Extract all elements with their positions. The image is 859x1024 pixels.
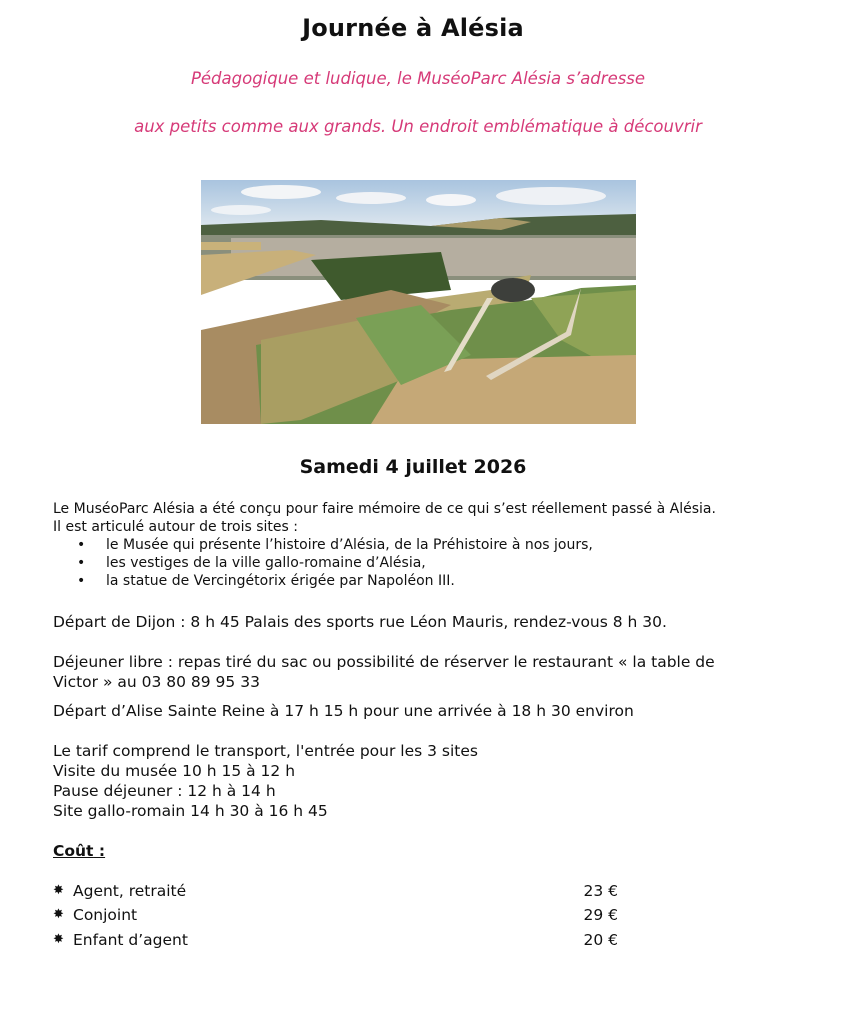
list-item-text: le Musée qui présente l’histoire d’Alésia, de la Préhistoire à nos jours, <box>106 537 593 553</box>
lunch-line-1: Déjeuner libre : repas tiré du sac ou possibilité de réserver le restaurant « la table de <box>53 653 715 671</box>
price-row <box>53 881 618 901</box>
list-item <box>53 536 833 554</box>
aerial-landscape-image <box>201 180 636 424</box>
list-item <box>53 572 833 590</box>
departure-info: Départ de Dijon : 8 h 45 Palais des sports rue Léon Mauris, rendez-vous 8 h 30. <box>53 613 667 631</box>
cost-heading <box>53 842 105 860</box>
star-bullet-icon: ✸ <box>53 907 64 922</box>
star-bullet-icon: ✸ <box>53 932 64 947</box>
cost-heading-colon: : <box>93 842 106 860</box>
intro-line-1: Le MuséoParc Alésia a été conçu pour faire mémoire de ce qui s’est réellement passé à Alésia. <box>53 501 716 517</box>
list-item <box>53 554 833 572</box>
event-date: Samedi 4 juillet 2026 <box>299 456 527 478</box>
intro-section <box>53 500 833 590</box>
price-label: Enfant d’agent <box>73 931 188 949</box>
bullet-icon: • <box>77 555 86 571</box>
star-bullet-icon: ✸ <box>53 883 64 898</box>
price-row <box>53 930 618 950</box>
price-amount: 23 € <box>583 882 618 900</box>
programme-section <box>53 741 833 821</box>
return-info: Départ d’Alise Sainte Reine à 17 h 15 h pour une arrivée à 18 h 30 environ <box>53 702 634 720</box>
lunch-line-2: Victor » au 03 80 89 95 33 <box>53 673 260 691</box>
page-title: Journée à Alésia <box>302 14 524 42</box>
programme-line: Visite du musée 10 h 15 à 12 h <box>53 762 296 780</box>
programme-line: Pause déjeuner : 12 h à 14 h <box>53 782 276 800</box>
programme-line: Le tarif comprend le transport, l'entrée pour les 3 sites <box>53 742 478 760</box>
cost-heading-text: Coût <box>53 842 94 860</box>
programme-line: Site gallo-romain 14 h 30 à 16 h 45 <box>53 802 328 820</box>
aerial-photo <box>201 180 636 424</box>
subtitle-line-1: Pédagogique et ludique, le MuséoParc Alésia s’adresse <box>190 69 646 88</box>
bullet-icon: • <box>77 573 86 589</box>
price-amount: 29 € <box>583 906 618 924</box>
list-item-text: la statue de Vercingétorix érigée par Napoléon III. <box>106 573 455 589</box>
price-amount: 20 € <box>583 931 618 949</box>
subtitle-line-2: aux petits comme aux grands. Un endroit emblématique à découvrir <box>134 117 702 136</box>
price-label: Conjoint <box>73 906 138 924</box>
price-row <box>53 905 618 925</box>
intro-line-2: Il est articulé autour de trois sites : <box>53 519 298 535</box>
sites-list <box>53 536 833 590</box>
list-item-text: les vestiges de la ville gallo-romaine d’Alésia, <box>106 555 426 571</box>
price-label: Agent, retraité <box>73 882 187 900</box>
lunch-info <box>53 652 833 692</box>
bullet-icon: • <box>77 537 86 553</box>
